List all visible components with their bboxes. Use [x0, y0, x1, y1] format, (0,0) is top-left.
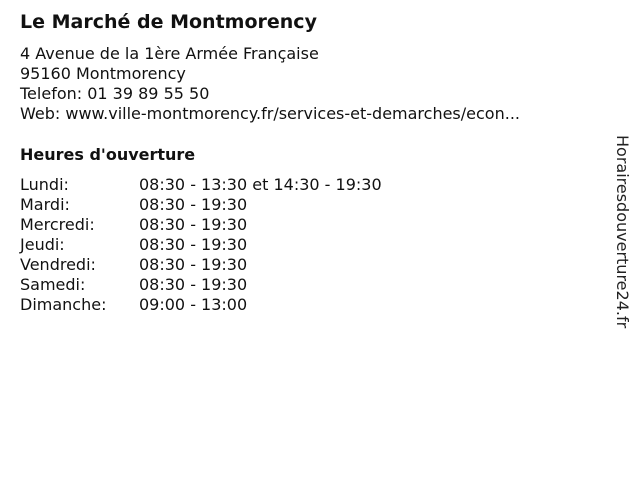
hours-row-vendredi: [20, 255, 382, 275]
site-watermark: Horairesdouverture24.fr: [613, 135, 632, 329]
hours-row-dimanche: [20, 295, 382, 315]
time-range: 08:30 - 19:30: [139, 215, 248, 234]
address-line-2: 95160 Montmorency: [20, 64, 186, 83]
business-card: [20, 10, 600, 315]
time-range: 09:00 - 13:00: [139, 295, 248, 314]
web-link[interactable]: www.ville-montmorency.fr/services-et-demarches/econ...: [65, 104, 520, 123]
address-line-1: 4 Avenue de la 1ère Armée Française: [20, 44, 319, 63]
web-line: [20, 104, 600, 124]
phone-number[interactable]: 01 39 89 55 50: [87, 84, 210, 103]
opening-hours-heading: Heures d'ouverture: [20, 145, 196, 164]
day-label: Lundi:: [20, 175, 69, 194]
time-range: 08:30 - 19:30: [139, 255, 248, 274]
opening-hours-table: [20, 175, 382, 315]
phone-line: [20, 84, 600, 104]
phone-label: Telefon:: [20, 84, 83, 103]
day-label: Jeudi:: [20, 235, 65, 254]
day-label: Mercredi:: [20, 215, 95, 234]
hours-row-mardi: [20, 195, 382, 215]
time-range: 08:30 - 13:30 et 14:30 - 19:30: [139, 175, 382, 194]
day-label: Samedi:: [20, 275, 86, 294]
hours-row-mercredi: [20, 215, 382, 235]
hours-row-samedi: [20, 275, 382, 295]
hours-row-lundi: [20, 175, 382, 195]
business-name: Le Marché de Montmorency: [20, 11, 317, 33]
time-range: 08:30 - 19:30: [139, 275, 248, 294]
day-label: Mardi:: [20, 195, 70, 214]
web-label: Web:: [20, 104, 61, 123]
day-label: Vendredi:: [20, 255, 96, 274]
day-label: Dimanche:: [20, 295, 107, 314]
time-range: 08:30 - 19:30: [139, 235, 248, 254]
hours-row-jeudi: [20, 235, 382, 255]
time-range: 08:30 - 19:30: [139, 195, 248, 214]
